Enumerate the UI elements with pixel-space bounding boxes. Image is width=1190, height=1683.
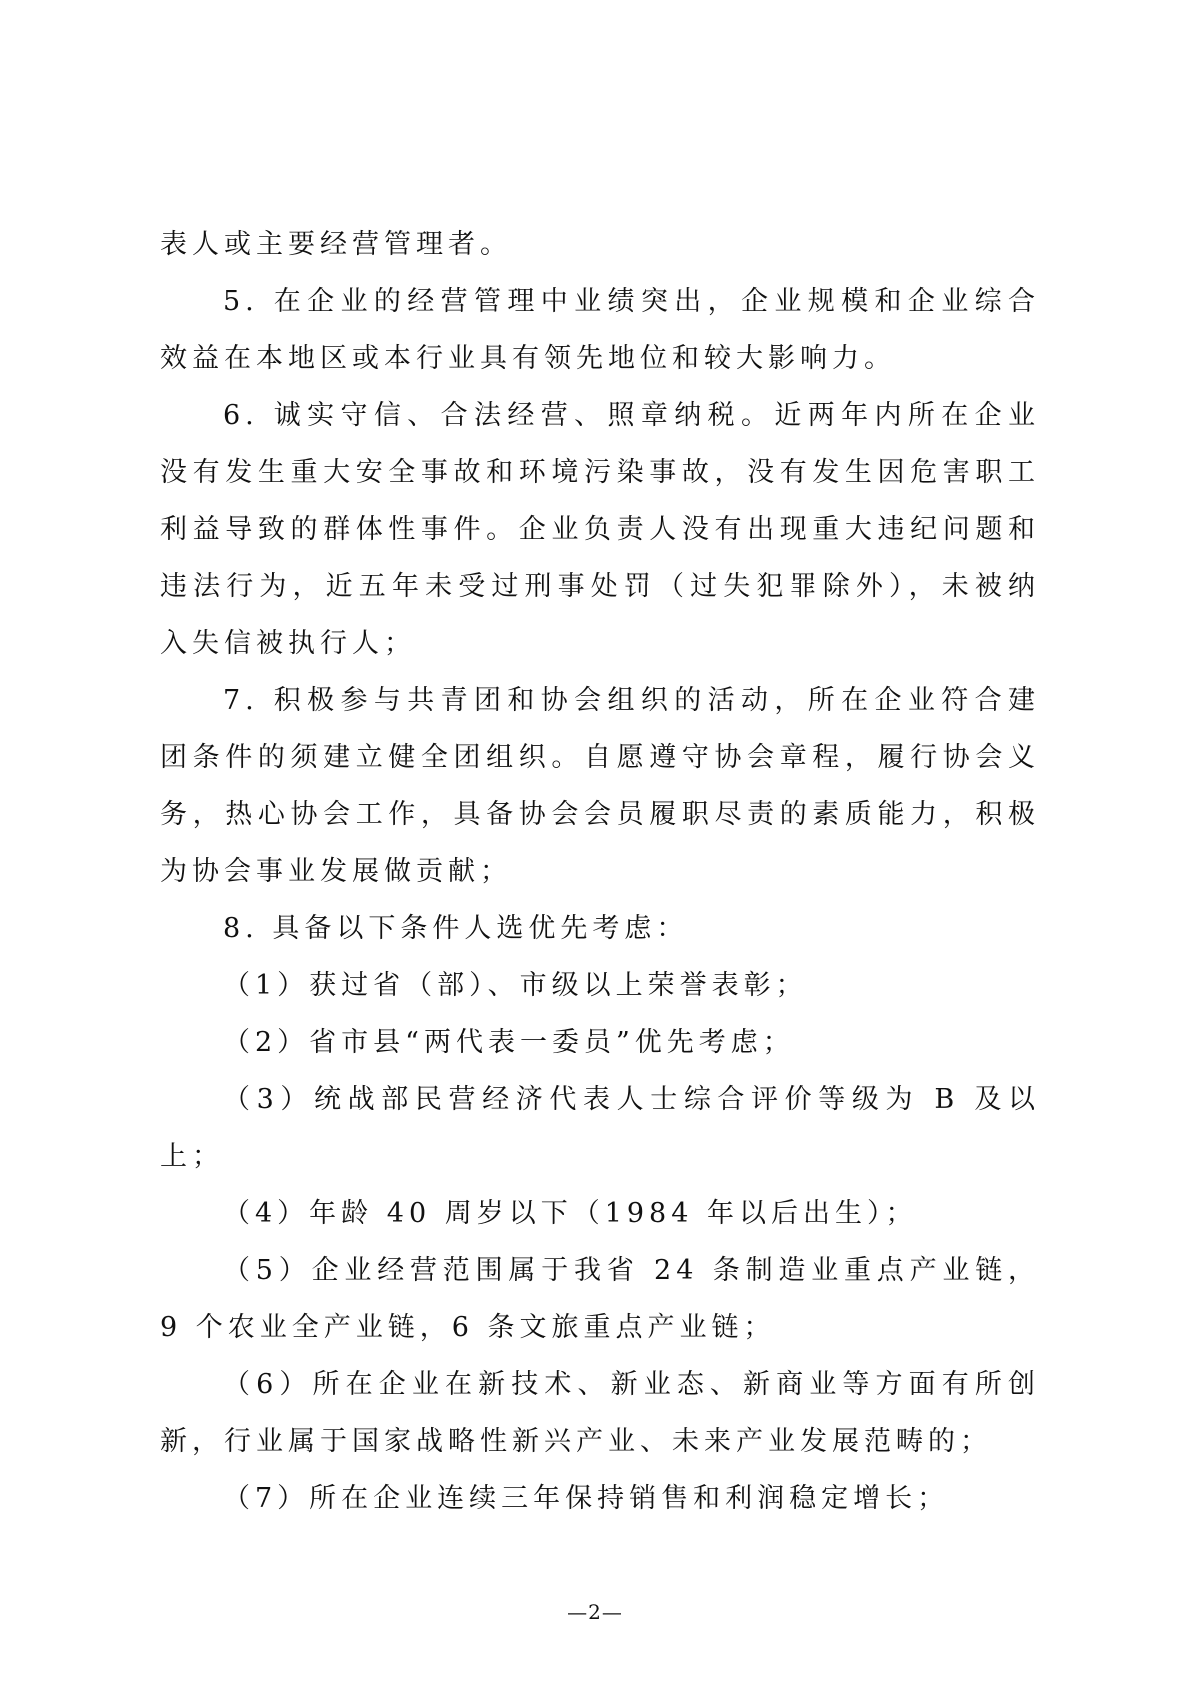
sub-item-6: （6）所在企业在新技术、新业态、新商业等方面有所创新，行业属于国家战略性新兴产业、未来产业发展范畴的； [160,1369,1040,1457]
paragraph-continuation: 表人或主要经营管理者。 [160,229,512,260]
sub-item-5: （5）企业经营范围属于我省 24 条制造业重点产业链，9 个农业全产业链，6 条文旅重点产业链； [160,1255,1040,1343]
sub-item-1: （1）获过省（部）、市级以上荣誉表彰； [223,970,808,1001]
sub-item-3: （3）统战部民营经济代表人士综合评价等级为 B 及以上； [160,1084,1040,1172]
document-body [160,216,1040,1527]
sub-item-7: （7）所在企业连续三年保持销售和利润稳定增长； [223,1483,950,1514]
paragraph-item-6: 6. 诚实守信、合法经营、照章纳税。近两年内所在企业没有发生重大安全事故和环境污染事故，没有发生因危害职工利益导致的群体性事件。企业负责人没有出现重大违纪问题和违法行为，近五年未受过刑事处罚（过失犯罪除外），未被纳入失信被执行人； [160,400,1040,659]
sub-item-4: （4）年龄 40 周岁以下（1984 年以后出生）； [223,1198,918,1229]
paragraph-item-7: 7. 积极参与共青团和协会组织的活动，所在企业符合建团条件的须建立健全团组织。自愿遵守协会章程，履行协会义务，热心协会工作，具备协会会员履职尽责的素质能力，积极为协会事业发展做贡献； [160,685,1040,887]
paragraph-item-5: 5. 在企业的经营管理中业绩突出，企业规模和企业综合效益在本地区或本行业具有领先地位和较大影响力。 [160,286,1040,374]
paragraph-item-8: 8. 具备以下条件人选优先考虑： [223,913,689,944]
sub-item-2: （2）省市县“两代表一委员”优先考虑； [223,1027,795,1058]
page-number: —2— [567,1600,623,1624]
